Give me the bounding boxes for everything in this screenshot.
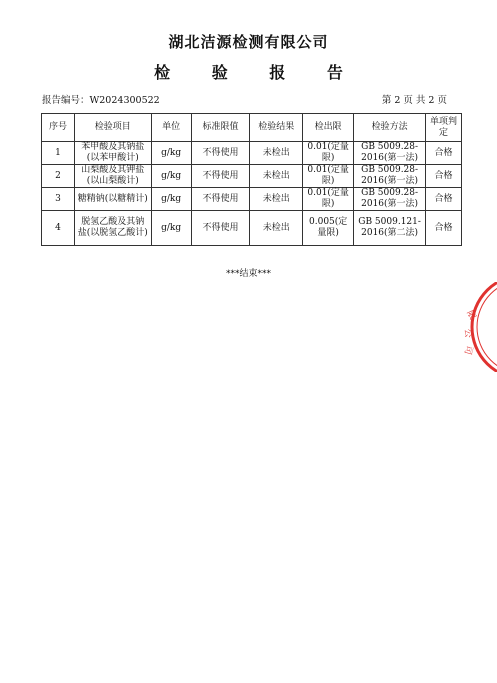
cell-method: GB 5009.121-2016(第二法): [354, 211, 426, 246]
header-method: 检验方法: [354, 114, 426, 142]
cell-limit: 不得使用: [191, 142, 250, 165]
cell-item: 糖精钠(以糖精计): [74, 188, 151, 211]
report-title: 检 验 报 告: [154, 63, 361, 82]
cell-judge: 合格: [426, 211, 462, 246]
header-result: 检验结果: [250, 114, 303, 142]
cell-item: 脱氢乙酸及其钠盐(以脱氢乙酸计): [74, 211, 151, 246]
cell-no: 3: [42, 188, 75, 211]
company-name: 湖北洁源检测有限公司: [168, 33, 329, 51]
table-header-row: [42, 114, 462, 142]
svg-text:限: 限: [464, 309, 478, 322]
cell-result: 未检出: [250, 142, 303, 165]
header-limit: 标准限值: [191, 114, 250, 142]
cell-judge: 合格: [426, 165, 462, 188]
cell-result: 未检出: [250, 211, 303, 246]
cell-method: GB 5009.28-2016(第一法): [354, 142, 426, 165]
cell-no: 2: [42, 165, 75, 188]
cell-no: 1: [42, 142, 75, 165]
report-number: 报告编号：W2024300522: [42, 95, 160, 106]
header-lod: 检出限: [303, 114, 354, 142]
cell-result: 未检出: [250, 188, 303, 211]
cell-item: 山梨酸及其钾盐(以山梨酸计): [74, 165, 151, 188]
cell-limit: 不得使用: [191, 188, 250, 211]
company-seal: [462, 282, 497, 372]
cell-no: 4: [42, 211, 75, 246]
svg-text:司: 司: [462, 344, 474, 356]
cell-unit: g/kg: [151, 211, 191, 246]
cell-lod: 0.01(定量限): [303, 165, 354, 188]
cell-lod: 0.005(定量限): [303, 211, 354, 246]
header-judge: 单项判定: [426, 114, 462, 142]
cell-method: GB 5009.28-2016(第一法): [354, 188, 426, 211]
cell-result: 未检出: [250, 165, 303, 188]
cell-method: GB 5009.28-2016(第一法): [354, 165, 426, 188]
page-indicator: 第 2 页 共 2 页: [381, 95, 447, 106]
cell-unit: g/kg: [151, 142, 191, 165]
cell-limit: 不得使用: [191, 165, 250, 188]
table-row: [42, 188, 462, 211]
end-marker: ***结束***: [225, 269, 271, 279]
cell-item: 苯甲酸及其钠盐(以苯甲酸计): [74, 142, 151, 165]
table-row: [42, 211, 462, 246]
cell-unit: g/kg: [151, 165, 191, 188]
cell-lod: 0.01(定量限): [303, 188, 354, 211]
cell-judge: 合格: [426, 142, 462, 165]
header-no: 序号: [42, 114, 75, 142]
cell-limit: 不得使用: [191, 211, 250, 246]
results-table: [41, 113, 462, 246]
cell-unit: g/kg: [151, 188, 191, 211]
header-item: 检验项目: [74, 114, 151, 142]
cell-judge: 合格: [426, 188, 462, 211]
header-unit: 单位: [151, 114, 191, 142]
cell-lod: 0.01(定量限): [303, 142, 354, 165]
table-row: [42, 165, 462, 188]
table-row: [42, 142, 462, 165]
svg-text:公: 公: [462, 328, 473, 339]
